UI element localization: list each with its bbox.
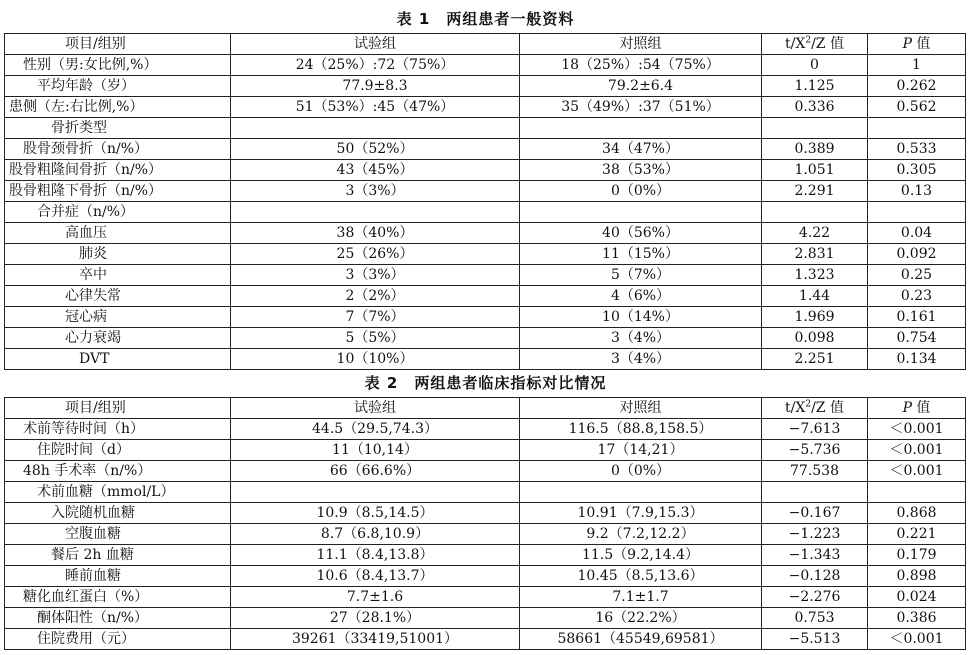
row-control-cell: 3（4%） bbox=[520, 349, 762, 370]
row-control-cell: 79.2±6.4 bbox=[520, 76, 762, 97]
table-row bbox=[5, 244, 966, 265]
row-experimental-cell: 25（26%） bbox=[231, 244, 520, 265]
table-row bbox=[5, 139, 966, 160]
row-p-cell: 0.04 bbox=[868, 223, 966, 244]
row-experimental-cell: 10.9（8.5,14.5） bbox=[231, 503, 520, 524]
row-control-cell: 11.5（9.2,14.4） bbox=[520, 545, 762, 566]
row-stat-cell: 1.969 bbox=[762, 307, 868, 328]
row-control-cell bbox=[520, 202, 762, 223]
table-row bbox=[5, 265, 966, 286]
row-control-cell: 40（56%） bbox=[520, 223, 762, 244]
row-control-cell: 18（25%）:54（75%） bbox=[520, 55, 762, 76]
row-item-cell: 肺炎 bbox=[5, 244, 231, 265]
row-item-cell: 餐后 2h 血糖 bbox=[5, 545, 231, 566]
header-p: P 值 bbox=[868, 34, 966, 55]
row-item-cell: 股骨颈骨折（n/%） bbox=[5, 139, 231, 160]
row-item-cell: 心力衰竭 bbox=[5, 328, 231, 349]
row-stat-cell bbox=[762, 482, 868, 503]
row-item-cell: DVT bbox=[5, 349, 231, 370]
row-control-cell: 9.2（7.2,12.2） bbox=[520, 524, 762, 545]
table1-caption: 表 1 两组患者一般资料 bbox=[396, 10, 575, 28]
table-row bbox=[5, 181, 966, 202]
table-row bbox=[5, 566, 966, 587]
row-item-cell: 患侧（左:右比例,%） bbox=[5, 97, 231, 118]
row-experimental-cell: 11（10,14） bbox=[231, 440, 520, 461]
row-experimental-cell bbox=[231, 118, 520, 139]
row-item-cell: 住院费用（元） bbox=[5, 629, 231, 650]
row-control-cell: 11（15%） bbox=[520, 244, 762, 265]
row-p-cell: 0.262 bbox=[868, 76, 966, 97]
header-p: P 值 bbox=[868, 398, 966, 419]
row-experimental-cell: 44.5（29.5,74.3） bbox=[231, 419, 520, 440]
table2 bbox=[4, 397, 966, 650]
row-experimental-cell: 10.6（8.4,13.7） bbox=[231, 566, 520, 587]
row-experimental-cell: 43（45%） bbox=[231, 160, 520, 181]
table-row bbox=[5, 160, 966, 181]
row-control-cell bbox=[520, 482, 762, 503]
table-row bbox=[5, 629, 966, 650]
row-stat-cell: −2.276 bbox=[762, 587, 868, 608]
row-experimental-cell: 66（66.6%） bbox=[231, 461, 520, 482]
table-row bbox=[5, 223, 966, 244]
table-row bbox=[5, 587, 966, 608]
row-experimental-cell: 10（10%） bbox=[231, 349, 520, 370]
row-stat-cell: −0.167 bbox=[762, 503, 868, 524]
row-item-cell: 术前血糖（mmol/L） bbox=[5, 482, 231, 503]
row-stat-cell: −1.343 bbox=[762, 545, 868, 566]
row-experimental-cell bbox=[231, 202, 520, 223]
table-row bbox=[5, 482, 966, 503]
table-row bbox=[5, 328, 966, 349]
table2-caption: 表 2 两组患者临床指标对比情况 bbox=[364, 374, 607, 392]
row-control-cell: 10.45（8.5,13.6） bbox=[520, 566, 762, 587]
row-item-cell: 酮体阳性（n/%） bbox=[5, 608, 231, 629]
row-item-cell: 心律失常 bbox=[5, 286, 231, 307]
row-item-cell: 入院随机血糖 bbox=[5, 503, 231, 524]
row-p-cell: 0.898 bbox=[868, 566, 966, 587]
row-control-cell: 38（53%） bbox=[520, 160, 762, 181]
row-experimental-cell: 38（40%） bbox=[231, 223, 520, 244]
header-item: 项目/组别 bbox=[5, 34, 231, 55]
row-control-cell: 58661（45549,69581） bbox=[520, 629, 762, 650]
row-experimental-cell: 7.7±1.6 bbox=[231, 587, 520, 608]
row-stat-cell: 1.323 bbox=[762, 265, 868, 286]
row-p-cell: 0.024 bbox=[868, 587, 966, 608]
row-control-cell bbox=[520, 118, 762, 139]
row-stat-cell: 1.44 bbox=[762, 286, 868, 307]
row-p-cell: 0.305 bbox=[868, 160, 966, 181]
row-stat-cell: 0.098 bbox=[762, 328, 868, 349]
row-experimental-cell: 2（2%） bbox=[231, 286, 520, 307]
table-row bbox=[5, 76, 966, 97]
row-stat-cell: 1.125 bbox=[762, 76, 868, 97]
row-experimental-cell: 27（28.1%） bbox=[231, 608, 520, 629]
row-control-cell: 17（14,21） bbox=[520, 440, 762, 461]
row-p-cell: 0.221 bbox=[868, 524, 966, 545]
row-item-cell: 住院时间（d） bbox=[5, 440, 231, 461]
table-row bbox=[5, 55, 966, 76]
row-experimental-cell: 51（53%）:45（47%） bbox=[231, 97, 520, 118]
row-item-cell: 骨折类型 bbox=[5, 118, 231, 139]
row-experimental-cell: 3（3%） bbox=[231, 265, 520, 286]
row-p-cell: ＜0.001 bbox=[868, 461, 966, 482]
row-stat-cell: 0.336 bbox=[762, 97, 868, 118]
row-item-cell: 平均年龄（岁） bbox=[5, 76, 231, 97]
row-p-cell: 0.25 bbox=[868, 265, 966, 286]
table-row bbox=[5, 503, 966, 524]
header-stat: $t/X^2/Z$ 值 bbox=[762, 398, 868, 419]
row-experimental-cell: 3（3%） bbox=[231, 181, 520, 202]
row-p-cell: 0.092 bbox=[868, 244, 966, 265]
row-control-cell: 35（49%）:37（51%） bbox=[520, 97, 762, 118]
row-experimental-cell: 8.7（6.8,10.9） bbox=[231, 524, 520, 545]
row-stat-cell bbox=[762, 202, 868, 223]
row-item-cell: 术前等待时间（h） bbox=[5, 419, 231, 440]
row-stat-cell: 2.291 bbox=[762, 181, 868, 202]
header-experimental: 试验组 bbox=[231, 398, 520, 419]
row-stat-cell: 1.051 bbox=[762, 160, 868, 181]
row-stat-cell: 0.389 bbox=[762, 139, 868, 160]
row-experimental-cell: 11.1（8.4,13.8） bbox=[231, 545, 520, 566]
table-row bbox=[5, 307, 966, 328]
row-control-cell: 4（6%） bbox=[520, 286, 762, 307]
header-stat: $t/X^2/Z$ 值 bbox=[762, 34, 868, 55]
table2-header-row bbox=[5, 398, 966, 419]
row-item-cell: 股骨粗隆间骨折（n/%） bbox=[5, 160, 231, 181]
row-p-cell: 0.533 bbox=[868, 139, 966, 160]
row-stat-cell: −7.613 bbox=[762, 419, 868, 440]
table1-header-row bbox=[5, 34, 966, 55]
row-p-cell: ＜0.001 bbox=[868, 419, 966, 440]
row-item-cell: 空腹血糖 bbox=[5, 524, 231, 545]
row-stat-cell: −5.513 bbox=[762, 629, 868, 650]
row-control-cell: 0（0%） bbox=[520, 181, 762, 202]
row-p-cell: ＜0.001 bbox=[868, 440, 966, 461]
row-item-cell: 卒中 bbox=[5, 265, 231, 286]
row-p-cell: 0.161 bbox=[868, 307, 966, 328]
row-item-cell: 合并症（n/%） bbox=[5, 202, 231, 223]
row-control-cell: 10（14%） bbox=[520, 307, 762, 328]
row-stat-cell: 0.753 bbox=[762, 608, 868, 629]
row-stat-cell: 2.251 bbox=[762, 349, 868, 370]
row-control-cell: 0（0%） bbox=[520, 461, 762, 482]
row-item-cell: 糖化血红蛋白（%） bbox=[5, 587, 231, 608]
row-item-cell: 性别（男:女比例,%） bbox=[5, 55, 231, 76]
table-row bbox=[5, 419, 966, 440]
row-p-cell: 0.868 bbox=[868, 503, 966, 524]
row-stat-cell bbox=[762, 118, 868, 139]
row-p-cell: 0.386 bbox=[868, 608, 966, 629]
row-p-cell: 0.562 bbox=[868, 97, 966, 118]
row-experimental-cell bbox=[231, 482, 520, 503]
row-control-cell: 10.91（7.9,15.3） bbox=[520, 503, 762, 524]
table2-body bbox=[5, 398, 966, 650]
table1-body bbox=[5, 34, 966, 370]
row-stat-cell: −0.128 bbox=[762, 566, 868, 587]
table-row bbox=[5, 97, 966, 118]
table-row bbox=[5, 524, 966, 545]
row-p-cell bbox=[868, 482, 966, 503]
table-row bbox=[5, 286, 966, 307]
row-p-cell: 0.134 bbox=[868, 349, 966, 370]
row-item-cell: 高血压 bbox=[5, 223, 231, 244]
table-row bbox=[5, 118, 966, 139]
table-row bbox=[5, 440, 966, 461]
row-p-cell: 0.13 bbox=[868, 181, 966, 202]
row-p-cell: 0.754 bbox=[868, 328, 966, 349]
row-control-cell: 16（22.2%） bbox=[520, 608, 762, 629]
table-row bbox=[5, 202, 966, 223]
row-stat-cell: −1.223 bbox=[762, 524, 868, 545]
row-control-cell: 3（4%） bbox=[520, 328, 762, 349]
row-control-cell: 5（7%） bbox=[520, 265, 762, 286]
row-experimental-cell: 24（25%）:72（75%） bbox=[231, 55, 520, 76]
row-item-cell: 股骨粗隆下骨折（n/%） bbox=[5, 181, 231, 202]
row-item-cell: 冠心病 bbox=[5, 307, 231, 328]
header-item: 项目/组别 bbox=[5, 398, 231, 419]
row-stat-cell: 2.831 bbox=[762, 244, 868, 265]
row-p-cell bbox=[868, 202, 966, 223]
header-control: 对照组 bbox=[520, 398, 762, 419]
row-stat-cell: 77.538 bbox=[762, 461, 868, 482]
row-p-cell: ＜0.001 bbox=[868, 629, 966, 650]
row-experimental-cell: 50（52%） bbox=[231, 139, 520, 160]
table1 bbox=[4, 33, 966, 370]
table-row bbox=[5, 608, 966, 629]
table-row bbox=[5, 461, 966, 482]
row-stat-cell: 4.22 bbox=[762, 223, 868, 244]
row-p-cell: 0.179 bbox=[868, 545, 966, 566]
row-experimental-cell: 5（5%） bbox=[231, 328, 520, 349]
row-experimental-cell: 39261（33419,51001） bbox=[231, 629, 520, 650]
row-control-cell: 34（47%） bbox=[520, 139, 762, 160]
table-row bbox=[5, 349, 966, 370]
header-experimental: 试验组 bbox=[231, 34, 520, 55]
row-stat-cell: −5.736 bbox=[762, 440, 868, 461]
row-p-cell bbox=[868, 118, 966, 139]
row-item-cell: 48h 手术率（n/%） bbox=[5, 461, 231, 482]
row-stat-cell: 0 bbox=[762, 55, 868, 76]
row-p-cell: 0.23 bbox=[868, 286, 966, 307]
table-row bbox=[5, 545, 966, 566]
row-control-cell: 116.5（88.8,158.5） bbox=[520, 419, 762, 440]
row-p-cell: 1 bbox=[868, 55, 966, 76]
row-experimental-cell: 77.9±8.3 bbox=[231, 76, 520, 97]
row-item-cell: 睡前血糖 bbox=[5, 566, 231, 587]
header-control: 对照组 bbox=[520, 34, 762, 55]
row-control-cell: 7.1±1.7 bbox=[520, 587, 762, 608]
row-experimental-cell: 7（7%） bbox=[231, 307, 520, 328]
